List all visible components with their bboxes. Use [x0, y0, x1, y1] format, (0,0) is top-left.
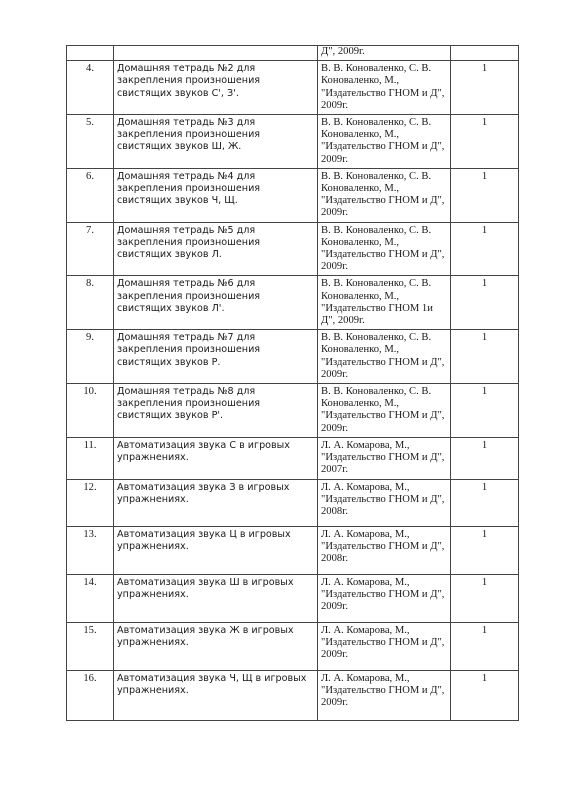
table-body — [67, 46, 519, 721]
row-number: 15. — [67, 622, 114, 670]
table-row — [67, 168, 519, 222]
row-number: 13. — [67, 526, 114, 574]
row-number: 16. — [67, 670, 114, 720]
book-title: Домашняя тетрадь №2 для закрепления произношения свистящих звуков С', З'. — [114, 61, 318, 115]
table-row — [67, 670, 519, 720]
table-row — [67, 222, 519, 276]
row-number: 7. — [67, 222, 114, 276]
book-quantity: 1 — [451, 526, 519, 574]
book-title: Автоматизация звука З в игровых упражнениях. — [114, 479, 318, 526]
book-title: Автоматизация звука Ж в игровых упражнениях. — [114, 622, 318, 670]
table-row — [67, 115, 519, 169]
book-author: В. В. Коноваленко, С. В. Коноваленко, М., "Издательство ГНОМ и Д", 2009г. — [318, 61, 451, 115]
table-row — [67, 437, 519, 479]
book-author: Л. А. Комарова, М., "Издательство ГНОМ и Д", 2009г. — [318, 670, 451, 720]
row-number: 4. — [67, 61, 114, 115]
book-author: Л. А. Комарова, М., "Издательство ГНОМ и Д", 2007г. — [318, 437, 451, 479]
row-number — [67, 46, 114, 61]
row-number: 6. — [67, 168, 114, 222]
book-quantity: 1 — [451, 61, 519, 115]
book-title: Домашняя тетрадь №5 для закрепления произношения свистящих звуков Л. — [114, 222, 318, 276]
book-title: Автоматизация звука Ц в игровых упражнениях. — [114, 526, 318, 574]
book-title: Автоматизация звука Ш в игровых упражнениях. — [114, 574, 318, 622]
row-number: 9. — [67, 330, 114, 384]
book-author: Л. А. Комарова, М., "Издательство ГНОМ и Д", 2009г. — [318, 574, 451, 622]
book-quantity: 1 — [451, 330, 519, 384]
book-author: В. В. Коноваленко, С. В. Коноваленко, М., "Издательство ГНОМ 1и Д", 2009г. — [318, 276, 451, 330]
book-quantity: 1 — [451, 437, 519, 479]
book-author: В. В. Коноваленко, С. В. Коноваленко, М., "Издательство ГНОМ и Д", 2009г. — [318, 330, 451, 384]
table-row — [67, 526, 519, 574]
book-quantity: 1 — [451, 622, 519, 670]
book-quantity — [451, 46, 519, 61]
book-title: Домашняя тетрадь №7 для закрепления произношения свистящих звуков Р. — [114, 330, 318, 384]
book-quantity: 1 — [451, 168, 519, 222]
book-title: Домашняя тетрадь №8 для закрепления произношения свистящих звуков Р'. — [114, 384, 318, 438]
row-number: 5. — [67, 115, 114, 169]
book-author: В. В. Коноваленко, С. В. Коноваленко, М., "Издательство ГНОМ и Д", 2009г. — [318, 384, 451, 438]
table-row — [67, 384, 519, 438]
table-row — [67, 574, 519, 622]
table-row — [67, 622, 519, 670]
book-author: Л. А. Комарова, М., "Издательство ГНОМ и Д", 2008г. — [318, 479, 451, 526]
book-title: Автоматизация звука Ч, Щ в игровых упражнениях. — [114, 670, 318, 720]
book-author: Л. А. Комарова, М., "Издательство ГНОМ и Д", 2008г. — [318, 526, 451, 574]
book-quantity: 1 — [451, 222, 519, 276]
row-number: 12. — [67, 479, 114, 526]
row-number: 14. — [67, 574, 114, 622]
book-author: В. В. Коноваленко, С. В. Коноваленко, М., "Издательство ГНОМ и Д", 2009г. — [318, 115, 451, 169]
book-title: Домашняя тетрадь №6 для закрепления произношения свистящих звуков Л'. — [114, 276, 318, 330]
table-row — [67, 276, 519, 330]
table-row — [67, 479, 519, 526]
book-author: Д", 2009г. — [318, 46, 451, 61]
book-author: Л. А. Комарова, М., "Издательство ГНОМ и Д", 2009г. — [318, 622, 451, 670]
book-quantity: 1 — [451, 384, 519, 438]
literature-table — [66, 45, 519, 721]
book-quantity: 1 — [451, 115, 519, 169]
table-row — [67, 46, 519, 61]
row-number: 11. — [67, 437, 114, 479]
book-title — [114, 46, 318, 61]
book-quantity: 1 — [451, 276, 519, 330]
book-author: В. В. Коноваленко, С. В. Коноваленко, М., "Издательство ГНОМ и Д", 2009г. — [318, 168, 451, 222]
row-number: 10. — [67, 384, 114, 438]
book-quantity: 1 — [451, 670, 519, 720]
book-title: Домашняя тетрадь №3 для закрепления произношения свистящих звуков Ш, Ж. — [114, 115, 318, 169]
row-number: 8. — [67, 276, 114, 330]
book-author: В. В. Коноваленко, С. В. Коноваленко, М., "Издательство ГНОМ и Д", 2009г. — [318, 222, 451, 276]
book-quantity: 1 — [451, 479, 519, 526]
book-title: Домашняя тетрадь №4 для закрепления произношения свистящих звуков Ч, Щ. — [114, 168, 318, 222]
book-title: Автоматизация звука С в игровых упражнениях. — [114, 437, 318, 479]
table-row — [67, 330, 519, 384]
table-row — [67, 61, 519, 115]
book-quantity: 1 — [451, 574, 519, 622]
